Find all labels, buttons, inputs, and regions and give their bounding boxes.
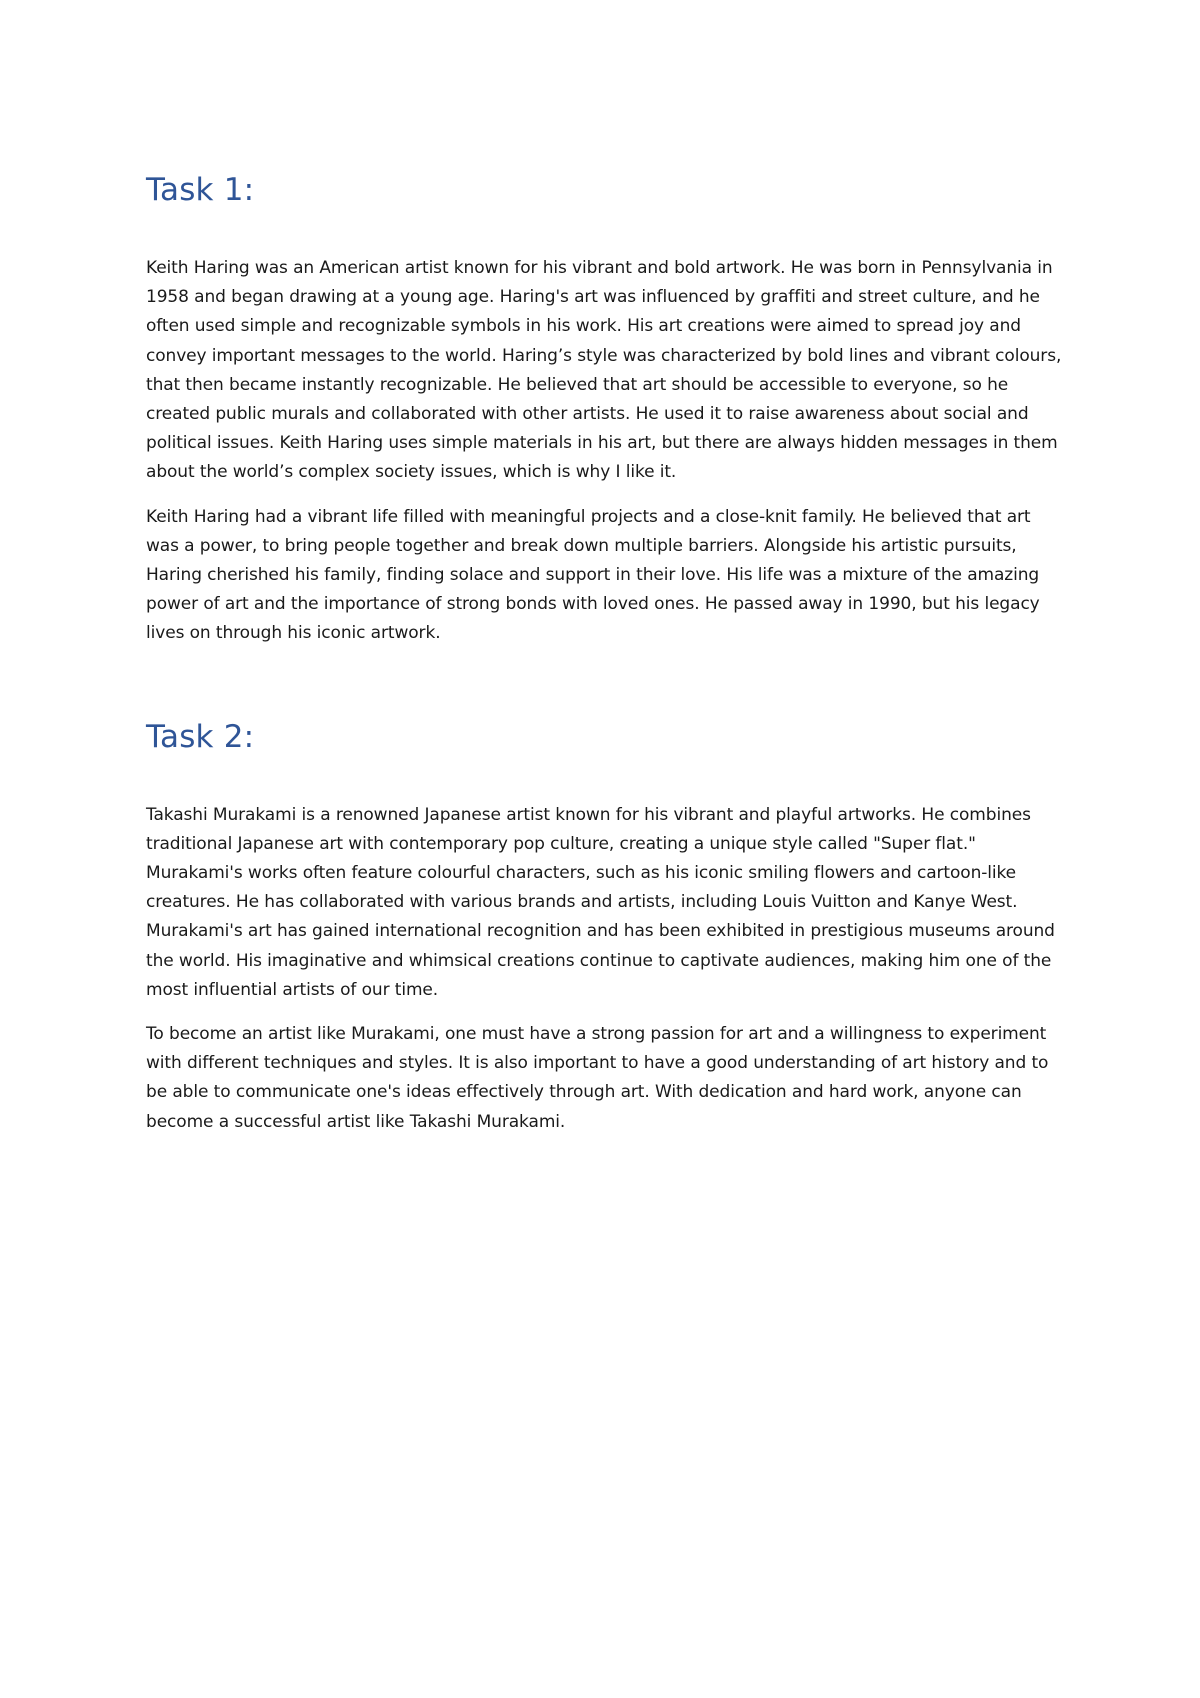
paragraph: Takashi Murakami is a renowned Japanese artist known for his vibrant and playful artworks. He combines traditional Japanese art with contemporary pop culture, creating a unique style called "Super flat." Murakami's works often feature colourful characters, such as his iconic smiling flowers and cartoon-like creatures. He has collaborated with various brands and artists, including Louis Vuitton and Kanye West. Murakami's art has gained international recognition and has been exhibited in prestigious museums around the world. His imaginative and whimsical creations continue to captivate audiences, making him one of the most influential artists of our time. (146, 804, 1055, 1000)
paragraph: To become an artist like Murakami, one must have a strong passion for art and a willingness to experiment with different techniques and styles. It is also important to have a good understanding of art history and to be able to communicate one's ideas effectively through art. With dedication and hard work, anyone can become a successful artist like Takashi Murakami. (146, 1024, 1049, 1132)
document-body (146, 170, 1066, 1152)
section-heading: Task 1: (146, 172, 255, 208)
section-task-2 (146, 717, 1066, 1137)
section-heading: Task 2: (146, 718, 255, 755)
paragraph: Keith Haring was an American artist known for his vibrant and bold artwork. He was born in Pennsylvania in 1958 and began drawing at a young age. Haring's art was influenced by graffiti and street culture, and he often used simple and recognizable symbols in his work. His art creations were aimed to spread joy and convey important messages to the world. Haring’s style was characterized by bold lines and vibrant colours, that then became instantly recognizable. He believed that art should be accessible to everyone, so he created public murals and collaborated with other artists. He used it to raise awareness about social and political issues. Keith Haring uses simple materials in his art, but there are always hidden messages in them about the world’s complex society issues, which is why I like it. (146, 258, 1062, 483)
paragraph: Keith Haring had a vibrant life filled with meaningful projects and a close-knit family. He believed that art was a power, to bring people together and break down multiple barriers. Alongside his artistic pursuits, Haring cherished his family, finding solace and support in their love. His life was a mixture of the amazing power of art and the importance of strong bonds with loved ones. He passed away in 1990, but his legacy lives on through his iconic artwork. (146, 506, 1040, 644)
section-task-1 (146, 170, 1066, 649)
